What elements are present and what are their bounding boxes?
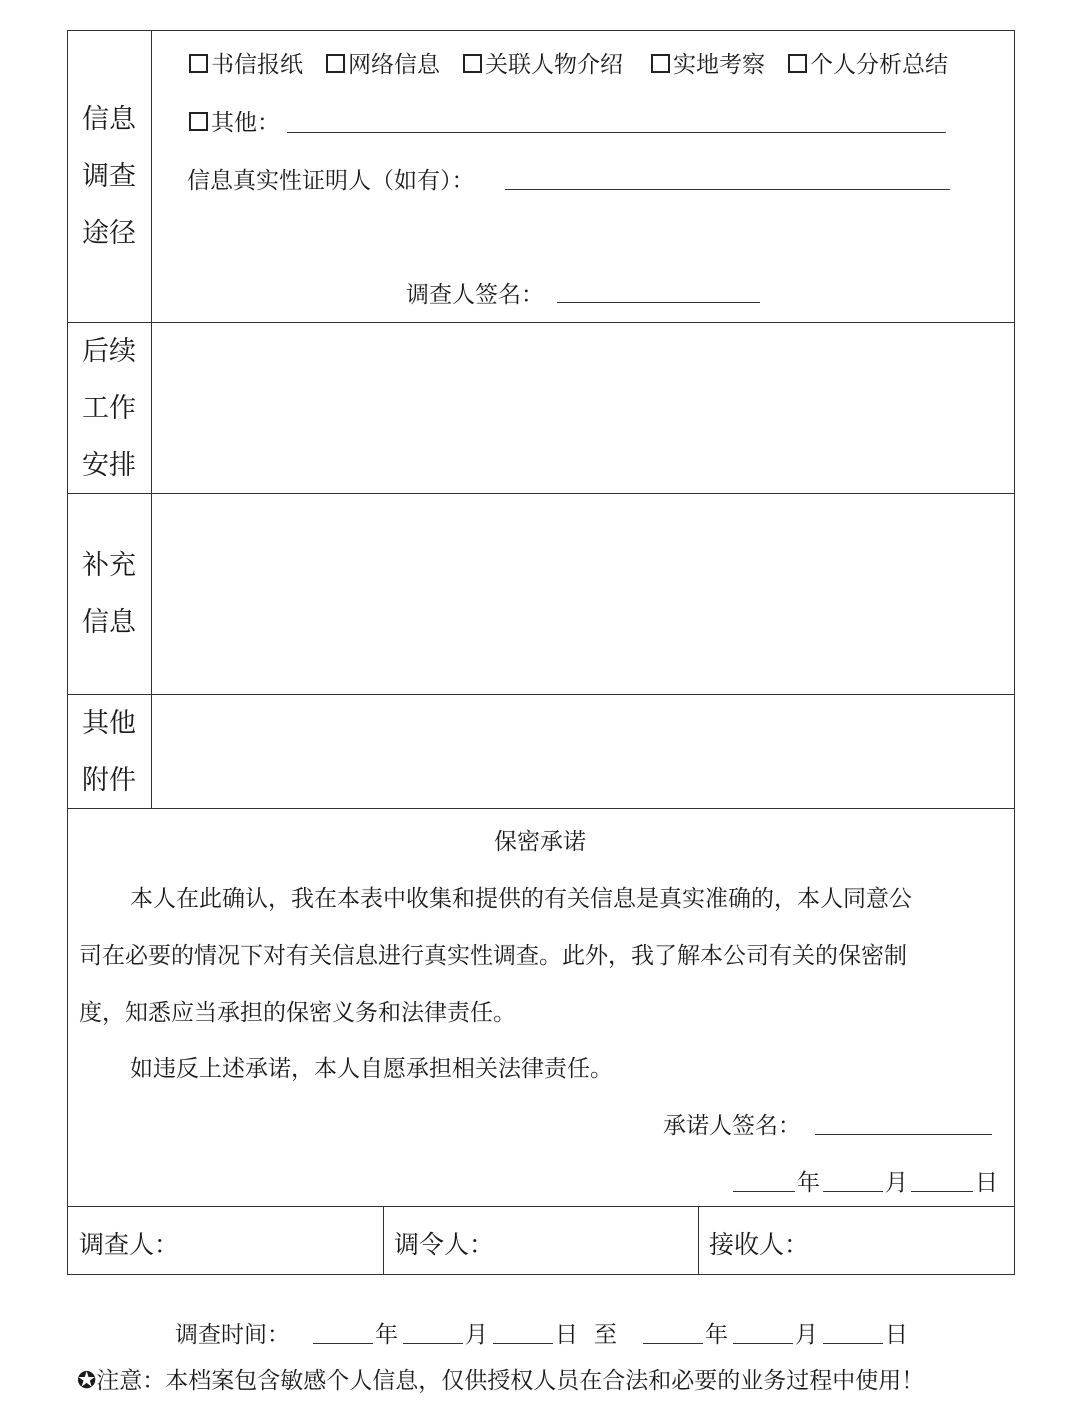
row-divider (67, 808, 1015, 809)
option-internet[interactable] (326, 46, 440, 79)
year-blank[interactable] (733, 1191, 795, 1192)
checkbox-icon[interactable] (463, 54, 482, 73)
month-blank[interactable] (823, 1191, 883, 1192)
start-month-blank[interactable] (403, 1343, 463, 1344)
label-line: 后续 (82, 336, 136, 367)
time-label: 调查时间： (175, 1322, 290, 1348)
day-blank[interactable] (911, 1191, 973, 1192)
option-related-person[interactable] (463, 46, 623, 79)
option-label: 网络信息 (348, 52, 440, 78)
option-newspaper[interactable] (189, 46, 303, 79)
end-month-label: 月 (795, 1322, 818, 1348)
label-line: 其他 (82, 708, 136, 739)
notice-text: 注意：本档案包含敏感个人信息，仅供授权人员在合法和必要的业务过程中使用！ (96, 1368, 925, 1394)
followup-section-label (68, 323, 150, 494)
option-label: 书信报纸 (211, 52, 303, 78)
investigator-sign-underline (557, 302, 760, 303)
checkbox-icon[interactable] (651, 54, 670, 73)
followup-content[interactable] (160, 330, 1005, 485)
option-field-visit[interactable] (651, 46, 765, 79)
other-underline (287, 132, 946, 133)
label-line: 安排 (82, 450, 136, 481)
start-day-label: 日 (555, 1322, 578, 1348)
label-line: 信息 (82, 607, 136, 638)
notice (77, 1362, 924, 1395)
footer-cell-divider (383, 1206, 384, 1274)
start-year-blank[interactable] (313, 1343, 373, 1344)
footer-cell-divider (698, 1206, 699, 1274)
end-day-blank[interactable] (823, 1343, 883, 1344)
option-personal-analysis[interactable] (788, 46, 948, 79)
witness-label: 信息真实性证明人（如有）： (187, 168, 475, 194)
order-issuer-cell[interactable]: 调令人： (394, 1230, 495, 1259)
supplement-section-label (68, 537, 150, 651)
label-line: 补充 (82, 550, 136, 581)
label-line: 工作 (82, 393, 136, 424)
row-divider (67, 1206, 1015, 1207)
start-day-blank[interactable] (493, 1343, 553, 1344)
label-column-divider (151, 30, 152, 809)
row-divider (67, 694, 1015, 695)
day-label: 日 (975, 1170, 998, 1196)
confidentiality-paragraph-line: 司在必要的情况下对有关信息进行真实性调查。此外，我了解本公司有关的保密制 (79, 943, 907, 969)
table-bottom-border (67, 1274, 1015, 1275)
to-label: 至 (594, 1322, 617, 1348)
attachment-content[interactable] (160, 700, 1005, 800)
end-year-blank[interactable] (643, 1343, 703, 1344)
option-other[interactable] (189, 104, 280, 137)
option-label: 关联人物介绍 (485, 52, 623, 78)
end-day-label: 日 (885, 1322, 908, 1348)
investigator-sign-label: 调查人签名： (406, 282, 544, 308)
checkbox-icon[interactable] (189, 54, 208, 73)
signer-underline (815, 1134, 992, 1135)
label-line: 调查 (82, 161, 136, 192)
month-label: 月 (885, 1170, 908, 1196)
start-year-label: 年 (375, 1322, 398, 1348)
signer-label: 承诺人签名： (663, 1113, 801, 1139)
end-year-label: 年 (705, 1322, 728, 1348)
info-section-label (68, 91, 150, 262)
confidentiality-paragraph-2: 如违反上述承诺，本人自愿承担相关法律责任。 (130, 1056, 613, 1082)
row-divider (67, 493, 1015, 494)
end-month-blank[interactable] (733, 1343, 793, 1344)
label-line: 信息 (82, 104, 136, 135)
table-top-border (67, 30, 1015, 31)
confidentiality-paragraph-line: 本人在此确认，我在本表中收集和提供的有关信息是真实准确的，本人同意公 (130, 886, 912, 912)
checkbox-icon[interactable] (189, 112, 208, 131)
checkbox-icon[interactable] (788, 54, 807, 73)
start-month-label: 月 (465, 1322, 488, 1348)
option-label: 个人分析总结 (810, 52, 948, 78)
label-line: 途径 (82, 218, 136, 249)
table-right-border (1014, 30, 1015, 1275)
year-label: 年 (797, 1170, 820, 1196)
star-icon: ✪ (77, 1368, 97, 1394)
row-divider (67, 322, 1015, 323)
witness-underline (505, 189, 950, 190)
confidentiality-title: 保密承诺 (494, 829, 586, 855)
label-line: 附件 (82, 765, 136, 796)
investigator-cell[interactable]: 调查人： (79, 1230, 180, 1259)
supplement-content[interactable] (160, 500, 1005, 686)
other-label: 其他： (211, 110, 280, 136)
checkbox-icon[interactable] (326, 54, 345, 73)
receiver-cell[interactable]: 接收人： (709, 1230, 810, 1259)
attachment-section-label (68, 695, 150, 809)
confidentiality-paragraph-line: 度，知悉应当承担的保密义务和法律责任。 (79, 1000, 516, 1026)
option-label: 实地考察 (673, 52, 765, 78)
